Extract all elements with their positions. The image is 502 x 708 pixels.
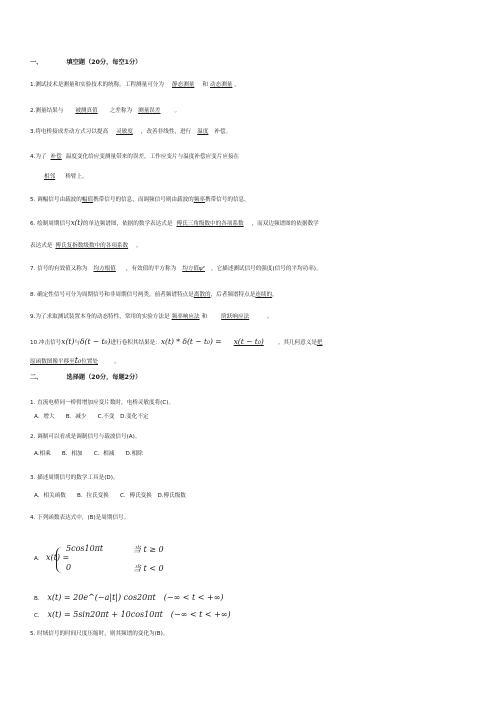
fill-question-3 (30, 128, 482, 136)
section-title: 选择题（20分，每题2分） (66, 374, 142, 381)
q-text: 6. 绘制周期信号 (30, 221, 71, 227)
answer-blank: 频率 (193, 197, 205, 203)
choice-question-3 (30, 474, 482, 482)
option-expression: x(t) = 20e^(−a|t|) cos20πt (−∞ < t < +∞) (47, 593, 224, 602)
choice-options-2 (34, 450, 486, 458)
fill-question-9 (30, 313, 482, 321)
q-text: 2.测量结果与 (30, 108, 64, 114)
q-text: 7. 信号的有效值又称为 (30, 266, 88, 272)
option-a-cond-1: 当 t ≥ 0 (133, 545, 164, 554)
section-number: 二、 (30, 374, 43, 381)
answer-blank: 离散的 (193, 292, 211, 298)
fill-question-6 (30, 219, 482, 228)
math-symbol: x(t) (61, 337, 75, 346)
option-c (34, 611, 486, 620)
answer-blank: 相邻 (44, 174, 56, 180)
answer-blank: 均方根值 (93, 266, 116, 272)
answer-blank: 连续的 (255, 292, 273, 298)
answer-blank: 幅值 (81, 197, 94, 203)
q-text: 9.为了求取测试装置本身的动态特性，常用的实验方法是 (30, 314, 170, 320)
answer-blank: 原函数图像平移至 (30, 359, 75, 365)
q-text: 5. 调幅信号由载波的 (30, 197, 82, 203)
option-label: C. (34, 613, 40, 619)
q-text: 。 (272, 292, 278, 298)
answer-blank: 傅氏复指数级数中的各项系数 (55, 243, 129, 249)
q-text: 携带信号的信息，而调频信号则由载波的 (93, 197, 194, 203)
fill-question-6-cont (30, 242, 482, 250)
q-text: 3.将电桥接成差动方式习以提高 (30, 129, 109, 135)
math-symbol: x(t) * δ(t − t₀) = (160, 337, 222, 346)
math-symbol: x(t) (70, 219, 83, 227)
option-a-cond-2: 当 t < 0 (133, 564, 164, 573)
q-options: A．相关函数 B．拉氏变换 C．傅氏变换 D.傅氏级数 (34, 493, 186, 499)
q-text: ，后者频谱特点是 (210, 292, 256, 298)
math-symbol: t₀ (74, 356, 82, 365)
section-fill-header (30, 59, 482, 67)
q-text: 补偿。 (214, 129, 232, 135)
fill-question-1 (30, 81, 482, 89)
section-choice-header (30, 374, 482, 382)
fill-question-8 (30, 291, 482, 299)
piecewise-brace (56, 547, 65, 573)
option-label: A. (34, 556, 40, 562)
q-text: ，改善非线性，进行 (140, 129, 192, 135)
q-stem: 3. 描述周期信号的数学工具是(D)。 (30, 475, 119, 481)
option-a-label (34, 555, 486, 563)
math-symbol: δ(t − t₀) (80, 337, 111, 346)
answer-blank: 测量误差 (138, 108, 161, 114)
q-text: ，有效值的平方称为 (125, 266, 177, 272)
fill-question-10-cont (30, 357, 482, 366)
choice-question-4 (30, 514, 482, 522)
choice-question-1 (30, 399, 482, 407)
q-text: 的单边频谱图，依据的数学表达式是 (82, 221, 173, 227)
answer-blank: x(t − t₀) (233, 337, 264, 346)
q-text: 和 (201, 314, 208, 320)
answer-blank: 动态测量 (210, 82, 233, 88)
q-stem: 2. 调制可以看成是调制信号与载波信号(A)。 (30, 434, 141, 440)
q-text: 携带信号的信息。 (204, 197, 250, 203)
option-a-lhs: x(t) = (46, 553, 70, 562)
answer-blank: 静态测量 (172, 82, 195, 88)
q-text: 。 (267, 314, 273, 320)
q-text: 温度变化给应变测量带来的误差，工作应变片与温度补偿应变片应接在 (65, 154, 240, 160)
choice-question-5 (30, 630, 482, 638)
section-title: 填空题（20分，每空1分） (66, 59, 142, 66)
q-stem: 4. 下列函数表达式中，(B)是周期信号。 (30, 515, 130, 521)
q-text: 桥臂上。 (65, 174, 88, 180)
option-a-case-2: 0 (66, 563, 72, 572)
section-number: 一、 (30, 59, 43, 66)
fill-question-5 (30, 196, 482, 204)
option-label: B. (34, 596, 40, 602)
q-text: 。 (174, 108, 181, 114)
answer-blank: 温度 (197, 129, 209, 135)
q-text: 和 (202, 82, 208, 88)
answer-blank: 均方值ψ² (182, 266, 205, 272)
q-text: 之差称为 (109, 108, 133, 114)
q-stem: 1. 直流电桥同一桥臂增加应变片数时，电桥灵敏度将(C)。 (30, 400, 175, 406)
q-options: A．增大 B．减少 C.不变 D.变化不定 (34, 414, 149, 420)
q-text: 8. 确定性信号可分为周期信号和非周期信号两类，前者频谱特点是 (30, 292, 194, 298)
q-text: 。 (136, 243, 142, 249)
answer-blank: 傅氏三角级数中的各项系数 (176, 221, 244, 227)
q-text: 1.测试技术是测量和实验技术的统称。工程测量可分为 (30, 82, 164, 88)
fill-question-2 (30, 107, 482, 115)
answer-blank: 位置处 (81, 359, 98, 365)
answer-blank: 把 (316, 340, 323, 346)
q-text: 与 (74, 340, 80, 346)
q-text: 进行卷积其结果是： (110, 340, 161, 346)
q-text: 。其几何意义是 (277, 340, 317, 346)
answer-blank: 补偿 (50, 154, 62, 160)
fill-question-4-cont (30, 173, 482, 181)
option-b (34, 594, 486, 603)
q-text: ，而双边频谱图的依据数学 (251, 221, 319, 227)
option-a-case-1: 5cos10πt (66, 544, 104, 553)
q-text: 10.冲击信号 (30, 340, 62, 346)
fill-question-7 (30, 265, 482, 273)
q-stem: 5. 时域信号的时间尺度压缩时，则其频谱的变化为(B)。 (30, 631, 169, 637)
fill-question-4 (30, 153, 482, 161)
answer-blank: 灵敏度 (116, 129, 133, 135)
q-text: 表达式是 (30, 243, 53, 249)
answer-blank: 阶跃响应法 (221, 314, 250, 320)
answer-blank: 频率响应法 (171, 314, 200, 320)
answer-blank: 被测真值 (75, 108, 98, 114)
q-text: 4.为了 (30, 154, 47, 160)
q-options: A.相乘 B．相加 C．相减 D.相除 (34, 451, 143, 457)
choice-options-3 (34, 492, 486, 500)
q-text: 。 (113, 359, 120, 365)
q-text: 。 (234, 82, 240, 88)
choice-question-2 (30, 433, 482, 441)
q-text: ，它描述测试信号的强度(信号的平均功率)。 (210, 266, 322, 272)
choice-options-1 (34, 413, 486, 421)
fill-question-10 (30, 338, 482, 347)
option-expression: x(t) = 5sin20πt + 10cos10πt (−∞ < t < +∞) (47, 610, 231, 619)
